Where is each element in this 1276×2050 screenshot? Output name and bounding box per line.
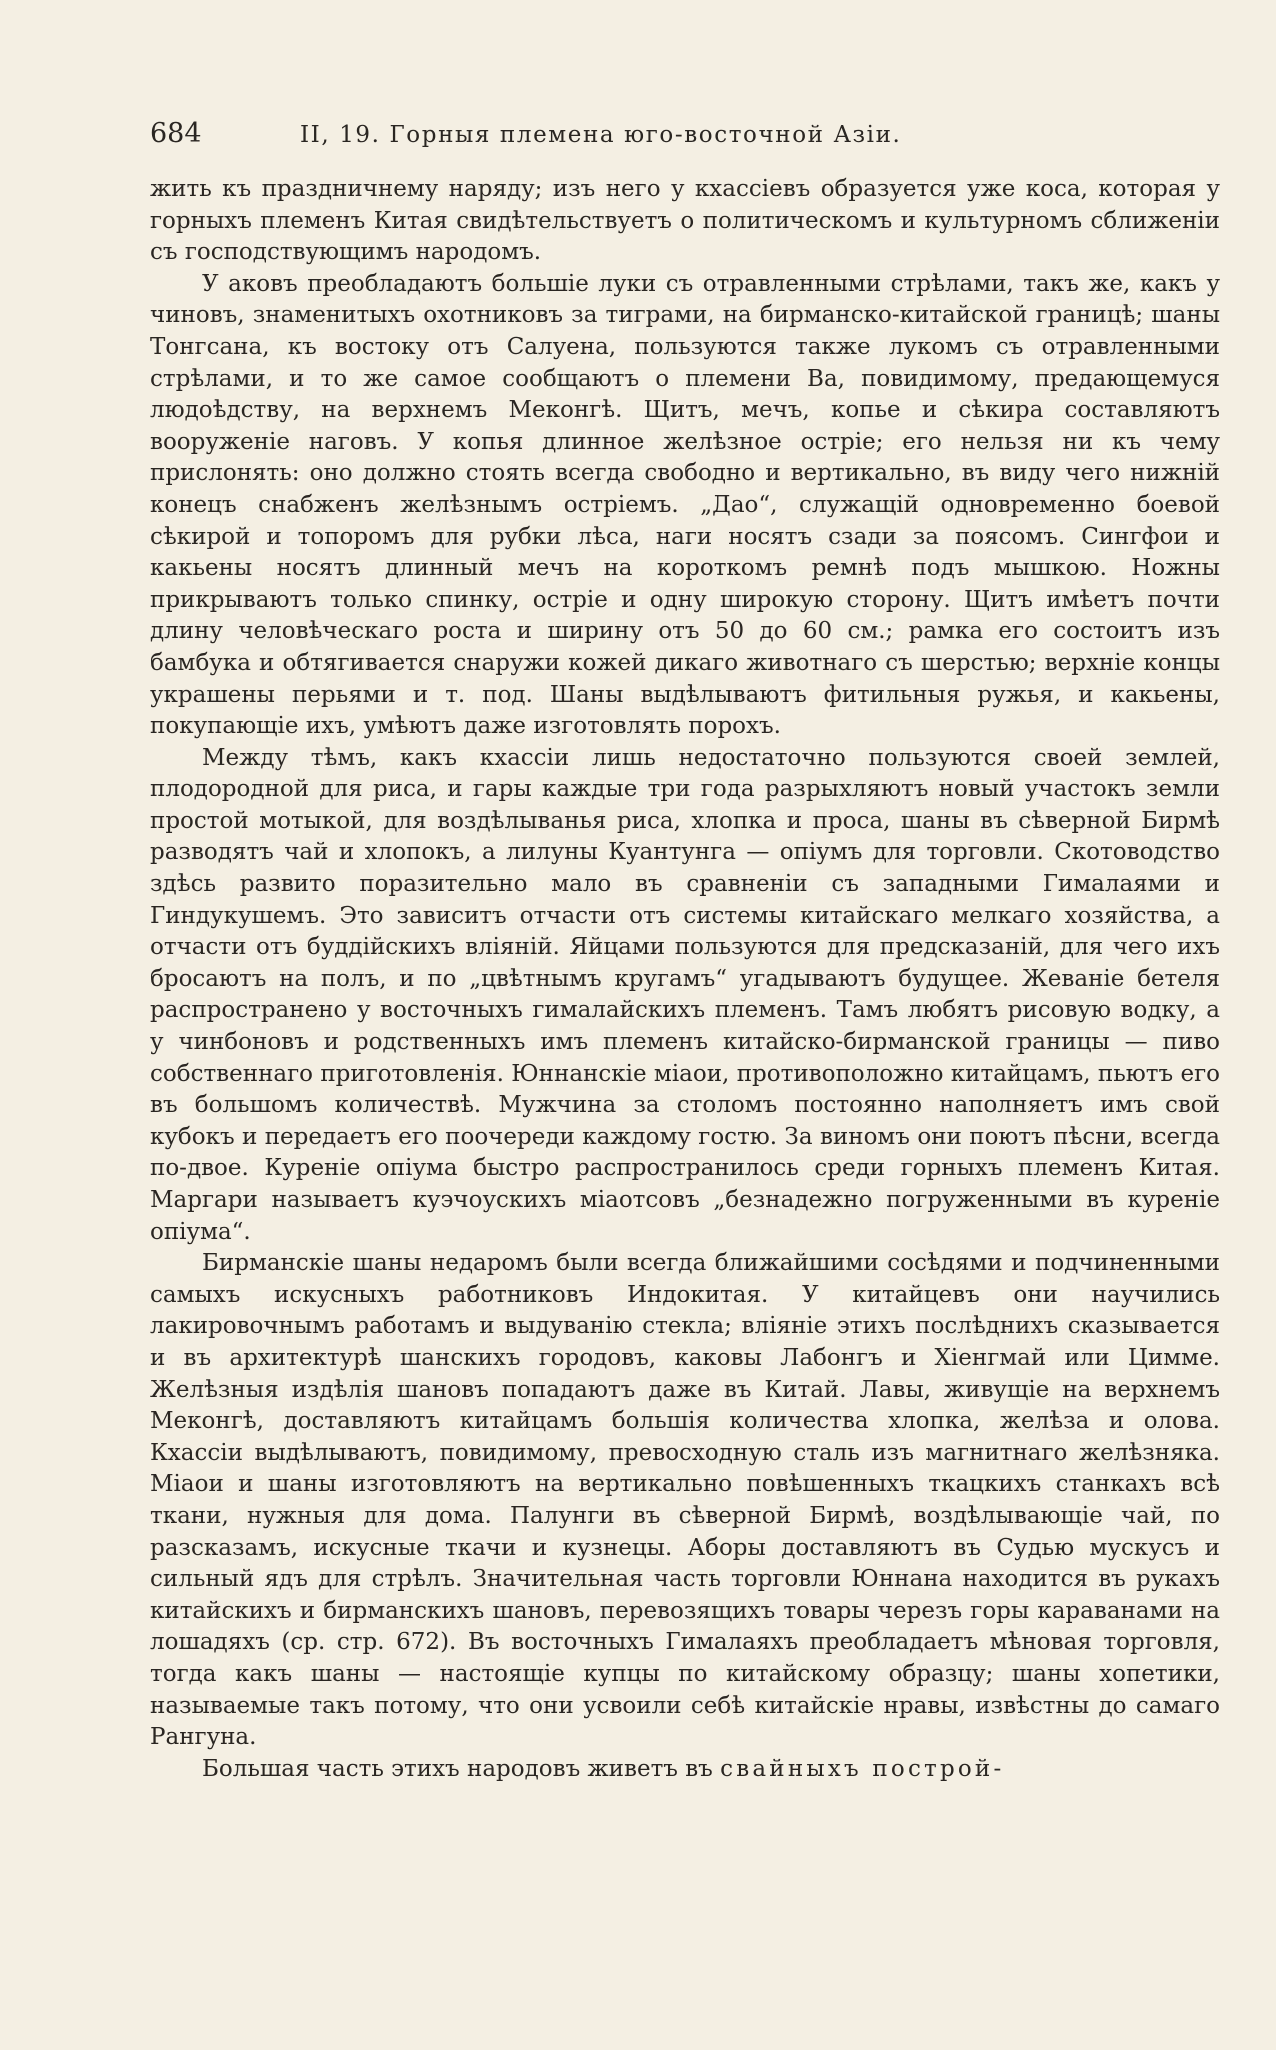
paragraph-dwellings [150, 1754, 1220, 1786]
page-header [150, 118, 1220, 166]
body-text [150, 174, 1220, 1785]
paragraph-continuation: жить къ праздничнему наряду; изъ него у кхассіевъ образуется уже коса, которая у горныхъ племенъ Китая свидѣтельствуетъ о политическомъ и культурномъ сближеніи съ господствующимъ народомъ. [150, 176, 1220, 266]
dwellings-text: Большая часть этихъ народовъ живетъ въ [202, 1755, 713, 1782]
emphasized-text: свайныхъ построй- [720, 1755, 1005, 1782]
paragraph-weapons: У аковъ преобладаютъ большіе луки съ отравленными стрѣлами, такъ же, какъ у чиновъ, знаменитыхъ охотниковъ за тиграми, на бирманско-китайской границѣ; шаны Тонгсана, къ востоку отъ Салуена, пользуются также лукомъ съ отравленными стрѣлами, и то же самое сообщаютъ о племени Ва, повидимому, предающемуся людоѣдству, на верхнемъ Меконгѣ. Щитъ, мечъ, копье и сѣкира составляютъ вооруженіе наговъ. У копья длинное желѣзное остріе; его нельзя ни къ чему прислонять: оно должно стоять всегда свободно и вертикально, въ виду чего нижній конецъ снабженъ желѣзнымъ остріемъ. „Дао“, служащій одновременно боевой сѣкирой и топоромъ для рубки лѣса, наги носятъ сзади за поясомъ. Сингфои и какьены носятъ длинный мечъ на короткомъ ремнѣ подъ мышкою. Ножны прикрываютъ только спинку, остріе и одну широкую сторону. Щитъ имѣетъ почти длину человѣческаго роста и ширину отъ 50 до 60 см.; рамка его состоитъ изъ бамбука и обтягивается снаружи кожей дикаго животнаго съ шерстью; верхніе концы украшены перьями и т. под. Шаны выдѣлываютъ фитильныя ружья, и какьены, покупающіе ихъ, умѣютъ даже изготовлять порохъ. [150, 270, 1220, 740]
paragraph-agriculture: Между тѣмъ, какъ кхассіи лишь недостаточно пользуются своей землей, плодородной для риса, и гары каждые три года разрыхляютъ новый участокъ земли простой мотыкой, для воздѣлыванья риса, хлопка и проса, шаны въ сѣверной Бирмѣ разводятъ чай и хлопокъ, а лилуны Куантунга — опіумъ для торговли. Скотоводство здѣсь развито поразительно мало въ сравненіи съ западными Гималаями и Гиндукушемъ. Это зависитъ отчасти отъ системы китайскаго мелкаго хозяйства, а отчасти отъ буддійскихъ вліяній. Яйцами пользуются для предсказаній, для чего ихъ бросаютъ на полъ, и по „цвѣтнымъ кругамъ“ угадываютъ будущее. Жеваніе бетеля распространено у восточныхъ гималайскихъ племенъ. Тамъ любятъ рисовую водку, а у чинбоновъ и родственныхъ имъ племенъ китайско-бирманской границы — пиво собственнаго приготовленія. Юннанскіе міаои, противоположно китайцамъ, пьютъ его въ большомъ количествѣ. Мужчина за столомъ постоянно наполняетъ имъ свой кубокъ и передаетъ его поочереди каждому гостю. За виномъ они поютъ пѣсни, всегда по-двое. Куреніе опіума быстро распространилось среди горныхъ племенъ Китая. Маргари называетъ куэчоускихъ міаотсовъ „безнадежно погруженными въ куреніе опіума“. [150, 744, 1220, 1245]
running-head: II, 19. Горныя племена юго-восточной Азіи. [300, 122, 902, 148]
page-number: 684 [150, 118, 202, 149]
paragraph-crafts-trade: Бирманскіе шаны недаромъ были всегда ближайшими сосѣдями и подчиненными самыхъ искусныхъ работниковъ Индокитая. У китайцевъ они научились лакировочнымъ работамъ и выдуванію стекла; вліяніе этихъ послѣднихъ сказывается и въ архитектурѣ шанскихъ городовъ, каковы Лабонгъ и Хіенгмай или Цимме. Желѣзныя издѣлія шановъ попадаютъ даже въ Китай. Лавы, живущіе на верхнемъ Меконгѣ, доставляютъ китайцамъ большія количества хлопка, желѣза и олова. Кхассіи выдѣлываютъ, повидимому, превосходную сталь изъ магнитнаго желѣзняка. Міаои и шаны изготовляютъ на вертикально повѣшенныхъ ткацкихъ станкахъ всѣ ткани, нужныя для дома. Палунги въ сѣверной Бирмѣ, воздѣлывающіе чай, по разсказамъ, искусные ткачи и кузнецы. Аборы доставляютъ въ Судью мускусъ и сильный ядъ для стрѣлъ. Значительная часть торговли Юннана находится въ рукахъ китайскихъ и бирманскихъ шановъ, перевозящихъ товары черезъ горы караванами на лошадяхъ (ср. стр. 672). Въ восточныхъ Гималаяхъ преобладаетъ мѣновая торговля, тогда какъ шаны — настоящіе купцы по китайскому образцу; шаны хопетики, называемые такъ потому, что они усвоили себѣ китайскіе нравы, извѣстны до самаго Рангуна. [150, 1250, 1220, 1751]
